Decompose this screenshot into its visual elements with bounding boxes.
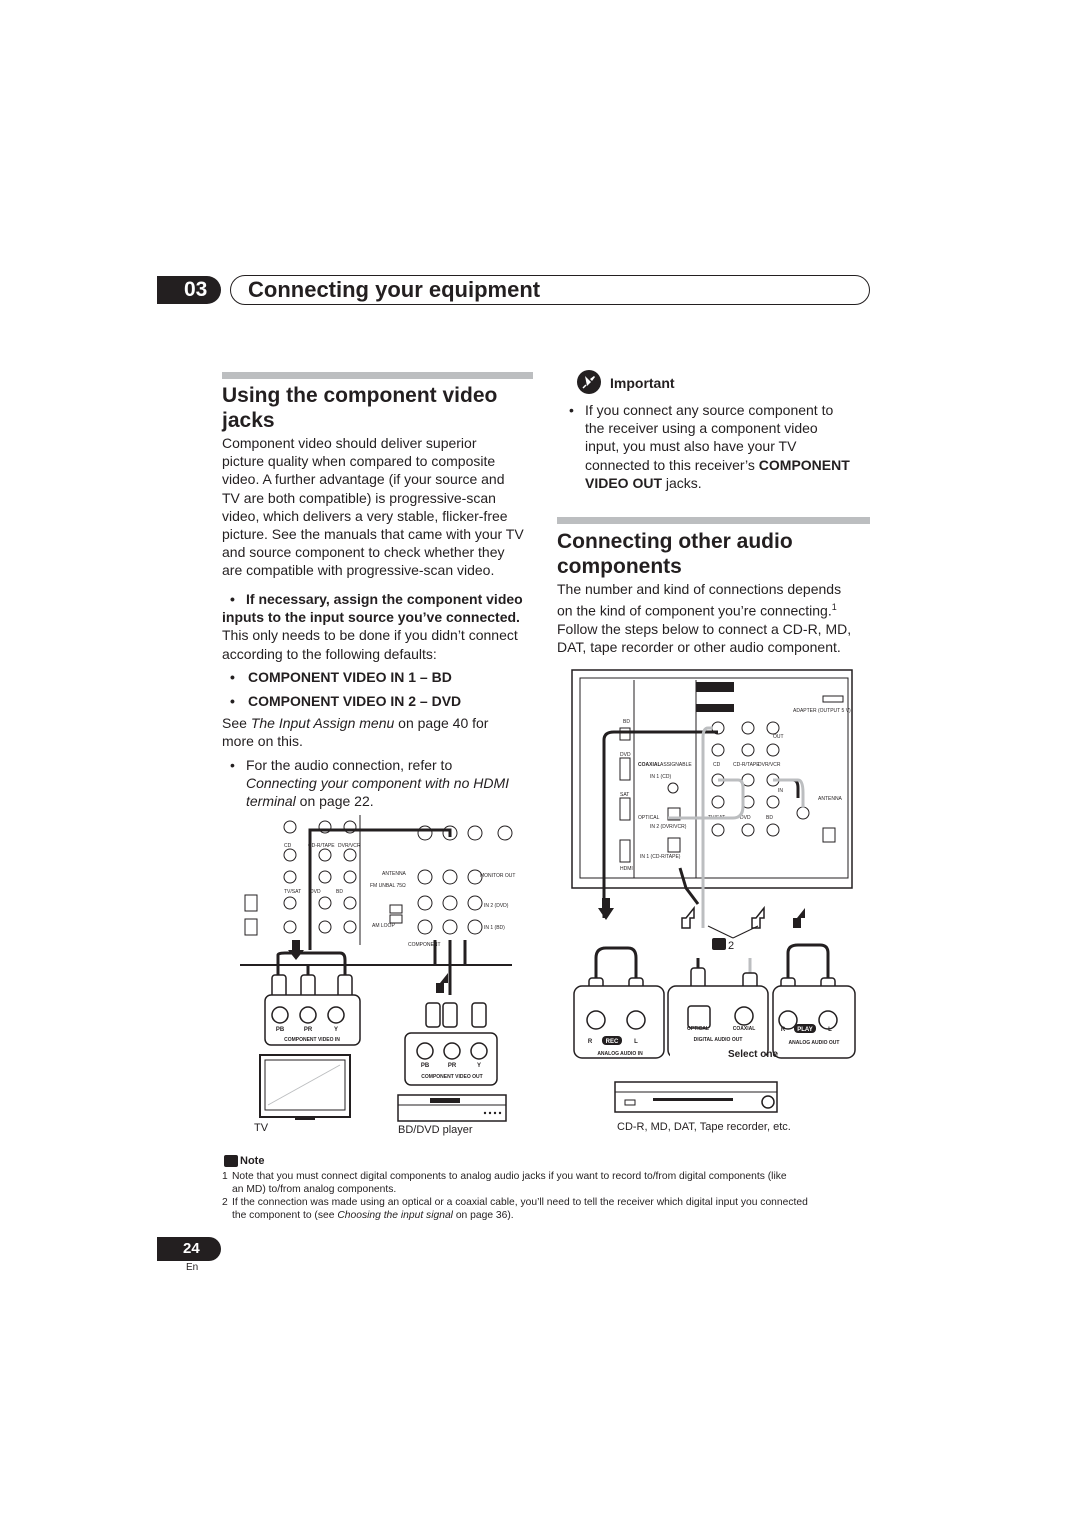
- text-line: picture quality when compared to composite: [222, 453, 496, 470]
- page-number: 24: [157, 1237, 221, 1261]
- text-line: DAT, tape recorder or other audio component.: [557, 639, 841, 656]
- text-run: on page 40 for: [394, 715, 489, 731]
- panel-label: DVD: [620, 752, 631, 758]
- panel-label: IN 1 (CD): [650, 774, 672, 780]
- text-line: For the audio connection, refer to: [246, 757, 453, 773]
- text-line: Note that you must connect digital components to analog audio jacks if you want to record to/from digital components (like: [232, 1171, 787, 1182]
- jack-label: PB: [420, 1063, 430, 1069]
- jack-label: PB: [275, 1027, 285, 1033]
- note-ref: 2: [728, 940, 735, 952]
- chapter-title: Connecting your equipment: [248, 277, 541, 302]
- panel-label: DVD: [310, 889, 321, 895]
- panel-label: IN 1 (CD-R/TAPE): [640, 854, 681, 860]
- jack-label: Y: [476, 1063, 482, 1069]
- section-title-line2: components: [557, 555, 682, 578]
- play-label: PLAY: [797, 1027, 813, 1033]
- panel-label: TV/SAT: [284, 889, 302, 895]
- text-line: TV are both compatible) is progressive-scan: [222, 489, 496, 506]
- panel-label: CD-R/TAPE: [308, 843, 335, 849]
- panel-label: AM LOOP: [372, 923, 395, 929]
- text-line: The number and kind of connections depends: [557, 581, 842, 597]
- panel-label: IN 2 (DVD): [484, 903, 509, 909]
- panel-label: ANTENNA: [818, 796, 842, 802]
- panel-label: COAXIAL: [638, 762, 661, 768]
- text-run: on the kind of component you’re connecting.: [557, 602, 832, 619]
- footnote-number: 2: [222, 1197, 228, 1208]
- jack-label: R: [780, 1027, 786, 1033]
- assign-step: • If necessary, assign the component video inputs to the input source you’ve connected. This only needs to be done if you didn’t connect according to the following defaults:: [222, 590, 537, 663]
- panel-label: ADAPTER (OUTPUT 5 V): [793, 708, 851, 714]
- panel-label: DVR/VCR: [338, 843, 361, 849]
- cross-ref: Choosing the input signal: [337, 1210, 453, 1221]
- important-item: • If you connect any source component to the receiver using a component video input, you must also have your TV connected to this receiver’s COMPONENT VIDEO OUT jacks.: [569, 401, 874, 492]
- important-title: Important: [610, 375, 675, 391]
- jack-label: PR: [447, 1063, 457, 1069]
- text-line: are compatible with progressive-scan video.: [222, 562, 495, 579]
- jack-label: L: [634, 1039, 638, 1045]
- jack-group-label: COMPONENT VIDEO OUT: [421, 1074, 483, 1080]
- jack-name: VIDEO OUT: [585, 474, 663, 491]
- default-item-label: COMPONENT VIDEO IN 1 – BD: [248, 669, 452, 685]
- jack-label: R: [587, 1039, 593, 1045]
- player-caption: BD/DVD player: [398, 1124, 473, 1136]
- text-run: on page 22.: [295, 793, 374, 810]
- audio-caption: CD-R, MD, DAT, Tape recorder, etc.: [617, 1121, 791, 1133]
- footnote-ref: 1: [831, 602, 837, 613]
- text-run: connected to this receiver’s: [585, 456, 759, 473]
- important-icon: [577, 370, 601, 394]
- text-run: the component to (see: [232, 1210, 338, 1221]
- cross-ref: terminal: [246, 793, 296, 810]
- panel-label: CD-R/TAPE: [733, 762, 760, 768]
- cross-ref: Connecting your component with no HDMI: [246, 775, 510, 792]
- text-line: video, which delivers a very stable, flicker-free: [222, 507, 508, 524]
- jack-label: Y: [333, 1027, 339, 1033]
- jack-group-label: DIGITAL AUDIO OUT: [693, 1037, 743, 1043]
- panel-label: FM UNBAL 75Ω: [370, 883, 406, 889]
- panel-label: IN 2 (DVR/VCR): [650, 824, 687, 830]
- default-item: • COMPONENT VIDEO IN 1 – BD: [230, 669, 452, 685]
- text-line: input, you must also have your TV: [585, 438, 797, 455]
- page-language: En: [186, 1262, 199, 1273]
- panel-label: CD: [284, 843, 292, 849]
- default-item: • COMPONENT VIDEO IN 2 – DVD: [230, 693, 462, 709]
- tv-caption: TV: [254, 1122, 269, 1134]
- select-one-label: Select one: [728, 1049, 779, 1060]
- section-title: Connecting other audio: [557, 530, 793, 553]
- panel-label: MONITOR OUT: [480, 873, 516, 879]
- section-title-line2: jacks: [222, 409, 275, 432]
- footnote: [222, 1196, 872, 1222]
- optical-label: OPTICAL: [687, 1026, 709, 1032]
- step-bold-text: If necessary, assign the component video: [246, 591, 523, 607]
- text-line: the receiver using a component video: [585, 420, 818, 437]
- panel-label: IN 1 (BD): [484, 925, 505, 931]
- intro-paragraph: [222, 434, 532, 580]
- default-item-label: COMPONENT VIDEO IN 2 – DVD: [248, 693, 462, 709]
- jack-label: L: [828, 1027, 832, 1033]
- footnote-number: 1: [222, 1171, 228, 1182]
- cross-ref: The Input Assign menu: [250, 715, 395, 731]
- text-line: Component video should deliver superior: [222, 435, 477, 451]
- text-line: more on this.: [222, 733, 303, 750]
- rec-label: REC: [605, 1039, 619, 1045]
- section2-paragraph: [557, 580, 872, 656]
- step-bold-text: inputs to the input source you’ve connected.: [222, 609, 520, 626]
- footnote: [222, 1170, 872, 1196]
- panel-label: ANTENNA: [382, 871, 406, 877]
- section-divider: [557, 517, 870, 524]
- text-line: If you connect any source component to: [585, 402, 834, 418]
- text-line: picture. See the manuals that came with your TV: [222, 526, 524, 543]
- coaxial-label: COAXIAL: [732, 1026, 756, 1032]
- panel-label: COMPONENT: [408, 942, 441, 948]
- note-title: Note: [240, 1155, 265, 1167]
- panel-label: DVD: [740, 815, 751, 821]
- audio-components-diagram: [568, 668, 858, 1118]
- section-divider: [222, 372, 533, 379]
- jack-label: PR: [303, 1027, 313, 1033]
- panel-label: OPTICAL: [638, 815, 660, 821]
- text-line: Follow the steps below to connect a CD-R, MD,: [557, 621, 852, 638]
- panel-label: CD: [713, 762, 721, 768]
- component-video-diagram: [240, 815, 520, 1140]
- text-line: If the connection was made using an optical or a coaxial cable, you’ll need to tell the receiver which digital input you connected: [232, 1197, 808, 1208]
- text-run: on page 36).: [452, 1210, 514, 1221]
- panel-label: ASSIGNABLE: [660, 762, 692, 768]
- audio-connection-note: • For the audio connection, refer to Connecting your component with no HDMI terminal on page 22.: [230, 756, 530, 811]
- panel-label: OUT: [773, 734, 784, 740]
- note-icon: [224, 1155, 238, 1167]
- section-title: Using the component video: [222, 384, 498, 407]
- text-line: and source component to check whether they: [222, 544, 505, 561]
- panel-label: DVR/VCR: [758, 762, 781, 768]
- see-reference: [222, 714, 537, 750]
- jack-group-label: COMPONENT VIDEO IN: [284, 1037, 340, 1043]
- text-line: according to the following defaults:: [222, 645, 437, 662]
- text-line: an MD) to/from analog components.: [232, 1184, 397, 1195]
- chapter-number: 03: [157, 276, 221, 304]
- panel-label: BD: [623, 719, 630, 725]
- text-line: This only needs to be done if you didn’t connect: [222, 627, 518, 644]
- panel-label: BD: [336, 889, 343, 895]
- panel-label: IN: [778, 788, 783, 794]
- jack-name: COMPONENT: [758, 456, 850, 473]
- text-line: video. A further advantage (if your source and: [222, 471, 505, 488]
- text-run: jacks.: [662, 474, 702, 491]
- jack-group-label: ANALOG AUDIO IN: [597, 1051, 643, 1057]
- panel-label: HDMI: [620, 866, 633, 872]
- panel-label: TV/SAT: [708, 815, 726, 821]
- text-run: See: [222, 715, 251, 731]
- panel-label: SAT: [620, 792, 630, 798]
- jack-group-label: ANALOG AUDIO OUT: [788, 1040, 840, 1046]
- panel-label: BD: [766, 815, 773, 821]
